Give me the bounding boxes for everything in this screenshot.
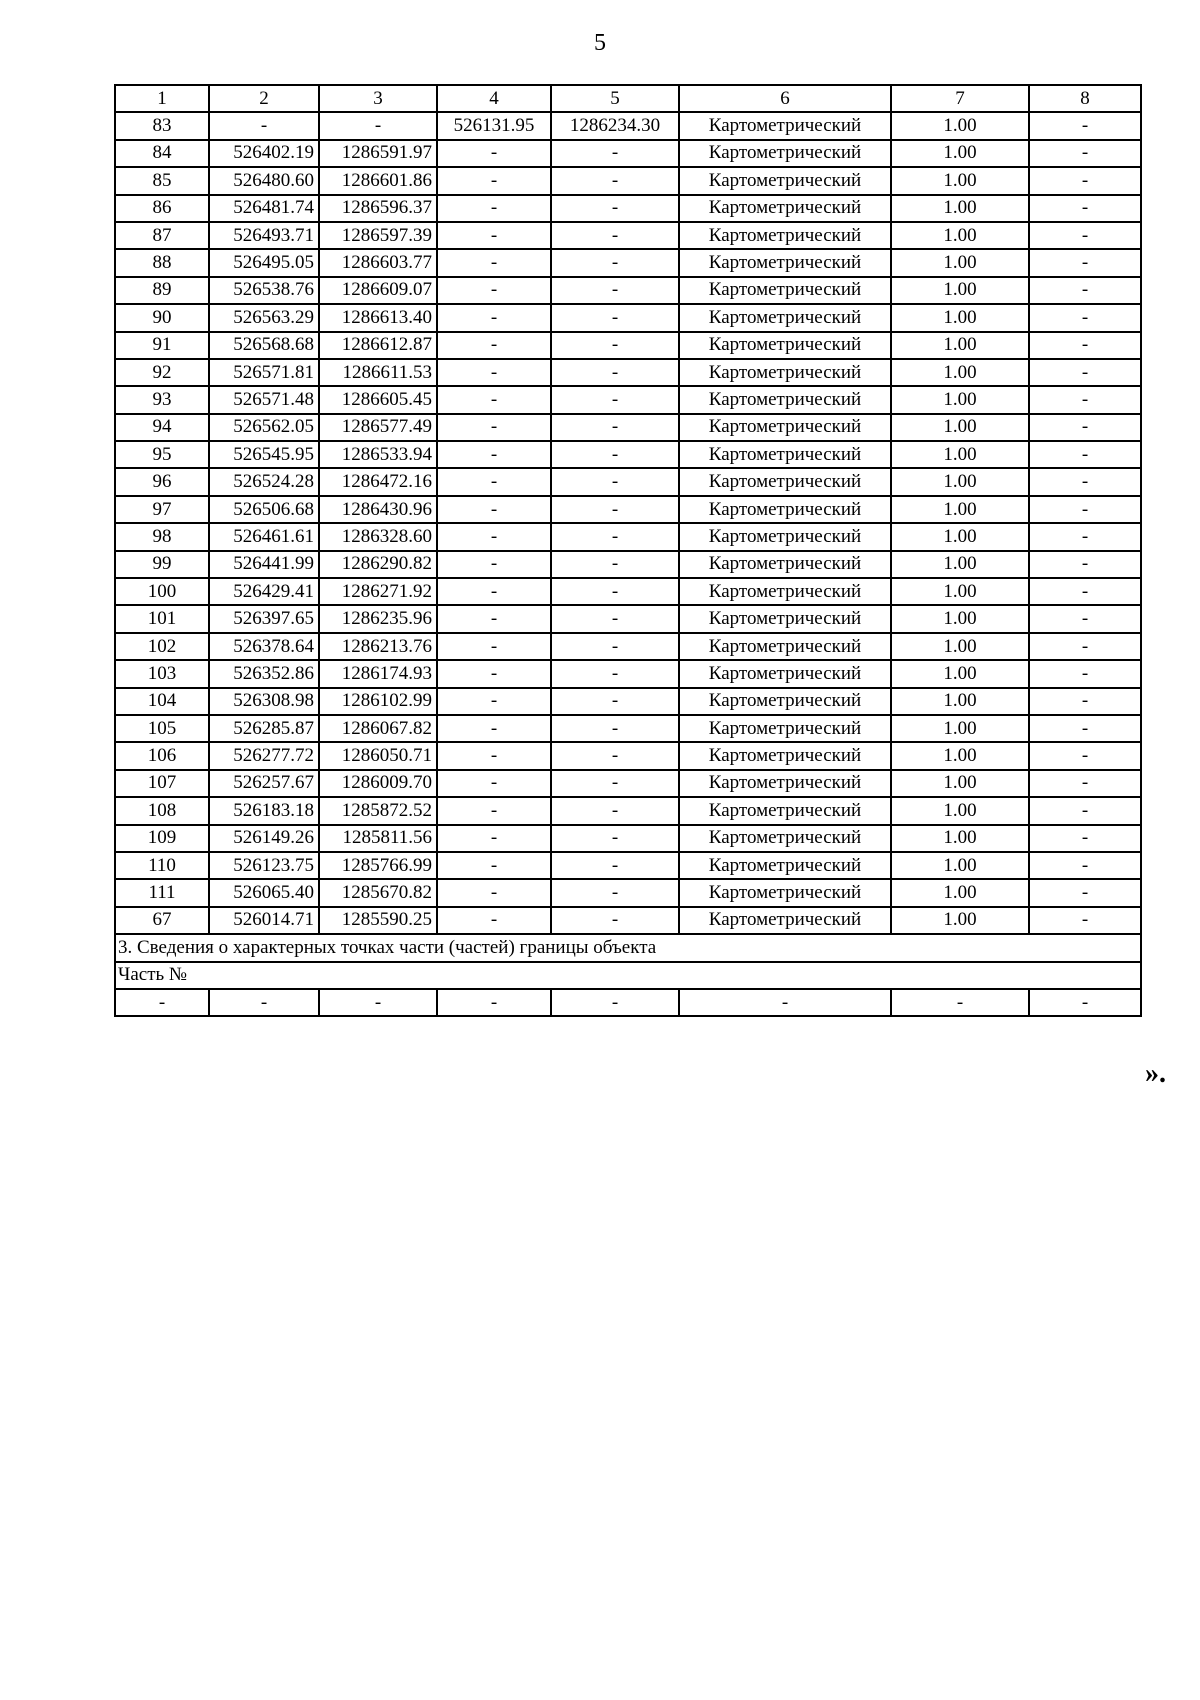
table-cell: - bbox=[1029, 414, 1141, 441]
table-cell: 1 bbox=[115, 85, 209, 112]
table-cell: 1286591.97 bbox=[319, 140, 437, 167]
table-cell: 526378.64 bbox=[209, 633, 319, 660]
table-cell: 1.00 bbox=[891, 167, 1029, 194]
table-cell: 1.00 bbox=[891, 249, 1029, 276]
table-row bbox=[115, 742, 1141, 769]
table-cell: 3 bbox=[319, 85, 437, 112]
table-cell: - bbox=[551, 852, 679, 879]
table-cell: 1.00 bbox=[891, 715, 1029, 742]
table-cell: 97 bbox=[115, 496, 209, 523]
table-cell: - bbox=[437, 578, 551, 605]
table-cell: - bbox=[551, 523, 679, 550]
table-cell: 1286609.07 bbox=[319, 277, 437, 304]
table-cell: 1286213.76 bbox=[319, 633, 437, 660]
table-cell: 526131.95 bbox=[437, 112, 551, 139]
table-cell: - bbox=[437, 441, 551, 468]
table-cell: 110 bbox=[115, 852, 209, 879]
table-cell: - bbox=[551, 660, 679, 687]
table-cell: 1286605.45 bbox=[319, 386, 437, 413]
table-row bbox=[115, 852, 1141, 879]
table-cell: Картометрический bbox=[679, 907, 891, 934]
table-cell: 88 bbox=[115, 249, 209, 276]
table-cell: 1286271.92 bbox=[319, 578, 437, 605]
table-cell: - bbox=[1029, 112, 1141, 139]
table-cell: 102 bbox=[115, 633, 209, 660]
table-row bbox=[115, 551, 1141, 578]
table-cell: - bbox=[1029, 742, 1141, 769]
table-cell: 103 bbox=[115, 660, 209, 687]
table-cell: 526352.86 bbox=[209, 660, 319, 687]
table-row bbox=[115, 633, 1141, 660]
table-cell: - bbox=[1029, 523, 1141, 550]
table-cell: - bbox=[437, 359, 551, 386]
table-row bbox=[115, 414, 1141, 441]
table-cell: Картометрический bbox=[679, 715, 891, 742]
table-cell: Картометрический bbox=[679, 852, 891, 879]
table-cell: - bbox=[437, 551, 551, 578]
table-cell: 83 bbox=[115, 112, 209, 139]
table-cell: Картометрический bbox=[679, 441, 891, 468]
table-cell: - bbox=[437, 468, 551, 495]
table-body bbox=[115, 85, 1141, 1016]
table-cell: 526461.61 bbox=[209, 523, 319, 550]
table-row bbox=[115, 249, 1141, 276]
table-cell: 526277.72 bbox=[209, 742, 319, 769]
table-row bbox=[115, 140, 1141, 167]
table-cell: Картометрический bbox=[679, 140, 891, 167]
table-cell: 107 bbox=[115, 770, 209, 797]
table-cell: 100 bbox=[115, 578, 209, 605]
table-cell: - bbox=[437, 825, 551, 852]
table-row bbox=[115, 797, 1141, 824]
table-cell: 1286611.53 bbox=[319, 359, 437, 386]
table-cell: 1.00 bbox=[891, 688, 1029, 715]
section-title: 3. Сведения о характерных точках части (частей) границы объекта bbox=[115, 934, 1141, 961]
table-cell: - bbox=[437, 496, 551, 523]
table-cell: - bbox=[551, 688, 679, 715]
table-row bbox=[115, 195, 1141, 222]
table-cell: - bbox=[551, 249, 679, 276]
table-cell: - bbox=[437, 386, 551, 413]
table-cell: 526183.18 bbox=[209, 797, 319, 824]
coordinates-table bbox=[114, 84, 1142, 1017]
table-cell: - bbox=[437, 770, 551, 797]
table-cell: Картометрический bbox=[679, 825, 891, 852]
table-cell: - bbox=[437, 332, 551, 359]
table-cell: - bbox=[437, 715, 551, 742]
table-cell: 526562.05 bbox=[209, 414, 319, 441]
table-cell: - bbox=[551, 195, 679, 222]
table-cell: 1286009.70 bbox=[319, 770, 437, 797]
table-cell: - bbox=[1029, 167, 1141, 194]
table-cell: 5 bbox=[551, 85, 679, 112]
table-cell: - bbox=[437, 633, 551, 660]
empty-row bbox=[115, 989, 1141, 1016]
table-cell: 526123.75 bbox=[209, 852, 319, 879]
table-cell: 526571.48 bbox=[209, 386, 319, 413]
table-cell: 99 bbox=[115, 551, 209, 578]
section-row bbox=[115, 934, 1141, 961]
table-cell: 526545.95 bbox=[209, 441, 319, 468]
table-cell: - bbox=[1029, 277, 1141, 304]
table-cell: - bbox=[551, 742, 679, 769]
table-cell: 1285872.52 bbox=[319, 797, 437, 824]
table-row bbox=[115, 332, 1141, 359]
table-cell: Картометрический bbox=[679, 742, 891, 769]
table-row bbox=[115, 468, 1141, 495]
table-cell: Картометрический bbox=[679, 879, 891, 906]
table-cell: - bbox=[1029, 715, 1141, 742]
table-cell: 526441.99 bbox=[209, 551, 319, 578]
table-cell: 526571.81 bbox=[209, 359, 319, 386]
table-cell: - bbox=[209, 989, 319, 1016]
table-row bbox=[115, 825, 1141, 852]
table-cell: 1286613.40 bbox=[319, 304, 437, 331]
table-cell: 1.00 bbox=[891, 496, 1029, 523]
table-cell: Картометрический bbox=[679, 578, 891, 605]
table-cell: 109 bbox=[115, 825, 209, 852]
table-cell: 1.00 bbox=[891, 332, 1029, 359]
table-cell: Картометрический bbox=[679, 633, 891, 660]
table-cell: - bbox=[1029, 633, 1141, 660]
table-cell: Картометрический bbox=[679, 660, 891, 687]
table-cell: Картометрический bbox=[679, 551, 891, 578]
table-cell: - bbox=[1029, 605, 1141, 632]
table-cell: - bbox=[551, 414, 679, 441]
table-cell: 1286577.49 bbox=[319, 414, 437, 441]
table-cell: 1.00 bbox=[891, 277, 1029, 304]
table-row bbox=[115, 496, 1141, 523]
table-cell: - bbox=[551, 770, 679, 797]
table-row bbox=[115, 359, 1141, 386]
table-cell: - bbox=[551, 167, 679, 194]
table-cell: 1.00 bbox=[891, 852, 1029, 879]
table-cell: 1.00 bbox=[891, 605, 1029, 632]
table-cell: Картометрический bbox=[679, 304, 891, 331]
page-number: 5 bbox=[594, 30, 606, 56]
table-cell: Картометрический bbox=[679, 222, 891, 249]
table-cell: 526480.60 bbox=[209, 167, 319, 194]
table-cell: - bbox=[551, 907, 679, 934]
table-cell: Картометрический bbox=[679, 167, 891, 194]
table-cell: - bbox=[551, 578, 679, 605]
table-cell: 526493.71 bbox=[209, 222, 319, 249]
table-cell: - bbox=[437, 797, 551, 824]
table-cell: - bbox=[437, 222, 551, 249]
table-cell: 106 bbox=[115, 742, 209, 769]
table-cell: - bbox=[679, 989, 891, 1016]
table-row bbox=[115, 277, 1141, 304]
table-cell: - bbox=[1029, 140, 1141, 167]
table-cell: 108 bbox=[115, 797, 209, 824]
table-cell: 526481.74 bbox=[209, 195, 319, 222]
table-cell: - bbox=[1029, 852, 1141, 879]
table-cell: 95 bbox=[115, 441, 209, 468]
table-cell: 98 bbox=[115, 523, 209, 550]
table-cell: - bbox=[891, 989, 1029, 1016]
table-cell: - bbox=[551, 879, 679, 906]
table-cell: 526506.68 bbox=[209, 496, 319, 523]
table-cell: 1286612.87 bbox=[319, 332, 437, 359]
table-row bbox=[115, 605, 1141, 632]
table-cell: 1286430.96 bbox=[319, 496, 437, 523]
table-cell: 526402.19 bbox=[209, 140, 319, 167]
table-cell: 1.00 bbox=[891, 770, 1029, 797]
table-cell: 1286601.86 bbox=[319, 167, 437, 194]
table-row bbox=[115, 770, 1141, 797]
table-cell: - bbox=[437, 523, 551, 550]
table-cell: 1.00 bbox=[891, 660, 1029, 687]
table-cell: 1286290.82 bbox=[319, 551, 437, 578]
table-cell: - bbox=[437, 852, 551, 879]
part-row bbox=[115, 962, 1141, 989]
table-cell: 526429.41 bbox=[209, 578, 319, 605]
table-cell: Картометрический bbox=[679, 359, 891, 386]
table-cell: - bbox=[551, 989, 679, 1016]
table-cell: - bbox=[551, 551, 679, 578]
table-cell: - bbox=[437, 167, 551, 194]
table-cell: - bbox=[115, 989, 209, 1016]
table-cell: 1.00 bbox=[891, 825, 1029, 852]
table-cell: - bbox=[437, 742, 551, 769]
table-cell: 1286234.30 bbox=[551, 112, 679, 139]
table-cell: 526495.05 bbox=[209, 249, 319, 276]
table-cell: - bbox=[551, 222, 679, 249]
table-cell: - bbox=[551, 441, 679, 468]
table-cell: 1286596.37 bbox=[319, 195, 437, 222]
table-cell: 1.00 bbox=[891, 551, 1029, 578]
table-row bbox=[115, 304, 1141, 331]
table-cell: - bbox=[1029, 907, 1141, 934]
table-cell: 87 bbox=[115, 222, 209, 249]
table-cell: 1.00 bbox=[891, 386, 1029, 413]
table-cell: 1286050.71 bbox=[319, 742, 437, 769]
table-cell: 1.00 bbox=[891, 742, 1029, 769]
table-cell: 89 bbox=[115, 277, 209, 304]
table-cell: 111 bbox=[115, 879, 209, 906]
table-cell: 1.00 bbox=[891, 441, 1029, 468]
table-cell: - bbox=[1029, 551, 1141, 578]
table-row bbox=[115, 167, 1141, 194]
table-cell: 90 bbox=[115, 304, 209, 331]
table-row bbox=[115, 688, 1141, 715]
table-cell: - bbox=[1029, 441, 1141, 468]
table-row bbox=[115, 222, 1141, 249]
table-cell: Картометрический bbox=[679, 797, 891, 824]
table-header-row bbox=[115, 85, 1141, 112]
table-cell: Картометрический bbox=[679, 605, 891, 632]
table-cell: 1286174.93 bbox=[319, 660, 437, 687]
table-cell: - bbox=[551, 633, 679, 660]
table-cell: - bbox=[437, 879, 551, 906]
table-cell: - bbox=[551, 359, 679, 386]
table-cell: 86 bbox=[115, 195, 209, 222]
table-cell: - bbox=[551, 715, 679, 742]
table-cell: 1.00 bbox=[891, 222, 1029, 249]
table-cell: - bbox=[551, 386, 679, 413]
table-cell: 526149.26 bbox=[209, 825, 319, 852]
table-cell: 526568.68 bbox=[209, 332, 319, 359]
table-cell: - bbox=[437, 195, 551, 222]
table-cell: 1.00 bbox=[891, 879, 1029, 906]
closing-quote-mark: ». bbox=[1145, 1058, 1166, 1089]
table-cell: - bbox=[551, 277, 679, 304]
table-cell: Картометрический bbox=[679, 249, 891, 276]
table-cell: - bbox=[551, 304, 679, 331]
table-cell: - bbox=[551, 496, 679, 523]
table-cell: - bbox=[1029, 195, 1141, 222]
table-cell: - bbox=[437, 414, 551, 441]
table-cell: - bbox=[1029, 797, 1141, 824]
table-cell: - bbox=[437, 688, 551, 715]
table-cell: 7 bbox=[891, 85, 1029, 112]
table-row bbox=[115, 523, 1141, 550]
table-cell: - bbox=[437, 907, 551, 934]
table-cell: 526563.29 bbox=[209, 304, 319, 331]
table-cell: Картометрический bbox=[679, 112, 891, 139]
table-row bbox=[115, 112, 1141, 139]
table-cell: Картометрический bbox=[679, 468, 891, 495]
table-cell: 1285811.56 bbox=[319, 825, 437, 852]
table-cell: - bbox=[437, 304, 551, 331]
table-cell: Картометрический bbox=[679, 195, 891, 222]
table-cell: 1286328.60 bbox=[319, 523, 437, 550]
table-cell: 1285766.99 bbox=[319, 852, 437, 879]
table-cell: - bbox=[1029, 359, 1141, 386]
table-cell: Картометрический bbox=[679, 496, 891, 523]
table-cell: - bbox=[551, 332, 679, 359]
table-cell: - bbox=[1029, 578, 1141, 605]
table-cell: 526308.98 bbox=[209, 688, 319, 715]
table-row bbox=[115, 907, 1141, 934]
table-cell: 1286102.99 bbox=[319, 688, 437, 715]
table-cell: Картометрический bbox=[679, 386, 891, 413]
table-cell: 84 bbox=[115, 140, 209, 167]
table-cell: - bbox=[1029, 825, 1141, 852]
table-cell: 1286533.94 bbox=[319, 441, 437, 468]
table-row bbox=[115, 386, 1141, 413]
table-cell: 104 bbox=[115, 688, 209, 715]
table-cell: Картометрический bbox=[679, 770, 891, 797]
table-cell: 1285590.25 bbox=[319, 907, 437, 934]
table-cell: - bbox=[1029, 332, 1141, 359]
table-cell: - bbox=[1029, 222, 1141, 249]
table-cell: 1.00 bbox=[891, 414, 1029, 441]
table-cell: Картометрический bbox=[679, 414, 891, 441]
table-cell: 526524.28 bbox=[209, 468, 319, 495]
table-cell: 85 bbox=[115, 167, 209, 194]
table-cell: 92 bbox=[115, 359, 209, 386]
table-cell: - bbox=[551, 605, 679, 632]
table-cell: 526014.71 bbox=[209, 907, 319, 934]
table-row bbox=[115, 578, 1141, 605]
table-cell: - bbox=[1029, 468, 1141, 495]
table-cell: 105 bbox=[115, 715, 209, 742]
table-cell: 526257.67 bbox=[209, 770, 319, 797]
table-cell: 1.00 bbox=[891, 195, 1029, 222]
table-row bbox=[115, 660, 1141, 687]
table-cell: 1285670.82 bbox=[319, 879, 437, 906]
table-cell: - bbox=[437, 277, 551, 304]
table-cell: - bbox=[1029, 496, 1141, 523]
table-cell: 1286235.96 bbox=[319, 605, 437, 632]
table-cell: 1286597.39 bbox=[319, 222, 437, 249]
table-cell: - bbox=[1029, 989, 1141, 1016]
table-cell: Картометрический bbox=[679, 332, 891, 359]
table-cell: - bbox=[1029, 249, 1141, 276]
table-cell: - bbox=[1029, 879, 1141, 906]
table-cell: - bbox=[551, 468, 679, 495]
table-cell: - bbox=[437, 989, 551, 1016]
table-cell: 94 bbox=[115, 414, 209, 441]
table-cell: 1.00 bbox=[891, 633, 1029, 660]
table-cell: 67 bbox=[115, 907, 209, 934]
table-cell: 91 bbox=[115, 332, 209, 359]
table-cell: 96 bbox=[115, 468, 209, 495]
table-cell: 4 bbox=[437, 85, 551, 112]
table-cell: - bbox=[1029, 304, 1141, 331]
table-cell: 2 bbox=[209, 85, 319, 112]
table-row bbox=[115, 441, 1141, 468]
table-cell: - bbox=[437, 249, 551, 276]
table-cell: 526538.76 bbox=[209, 277, 319, 304]
table-cell: - bbox=[319, 989, 437, 1016]
table-cell: 526285.87 bbox=[209, 715, 319, 742]
table-cell: - bbox=[319, 112, 437, 139]
table-cell: - bbox=[1029, 660, 1141, 687]
part-label: Часть № bbox=[115, 962, 1141, 989]
table-cell: 1286472.16 bbox=[319, 468, 437, 495]
table-cell: - bbox=[1029, 688, 1141, 715]
table-cell: - bbox=[437, 660, 551, 687]
table-cell: - bbox=[437, 605, 551, 632]
table-cell: 526397.65 bbox=[209, 605, 319, 632]
table-cell: 1.00 bbox=[891, 907, 1029, 934]
table-cell: 1286067.82 bbox=[319, 715, 437, 742]
table-cell: 101 bbox=[115, 605, 209, 632]
table-cell: Картометрический bbox=[679, 277, 891, 304]
table-cell: 1.00 bbox=[891, 359, 1029, 386]
table-cell: 1.00 bbox=[891, 468, 1029, 495]
table-cell: - bbox=[437, 140, 551, 167]
table-cell: 1286603.77 bbox=[319, 249, 437, 276]
table-cell: 1.00 bbox=[891, 797, 1029, 824]
table-row bbox=[115, 879, 1141, 906]
table-cell: - bbox=[1029, 770, 1141, 797]
table-cell: 1.00 bbox=[891, 140, 1029, 167]
table-cell: - bbox=[209, 112, 319, 139]
table-cell: 1.00 bbox=[891, 578, 1029, 605]
table-cell: 93 bbox=[115, 386, 209, 413]
table-cell: 1.00 bbox=[891, 112, 1029, 139]
table-row bbox=[115, 715, 1141, 742]
table-cell: 6 bbox=[679, 85, 891, 112]
table-cell: Картометрический bbox=[679, 523, 891, 550]
table-cell: 1.00 bbox=[891, 304, 1029, 331]
table-cell: - bbox=[1029, 386, 1141, 413]
table-cell: - bbox=[551, 140, 679, 167]
table-cell: 526065.40 bbox=[209, 879, 319, 906]
table-cell: - bbox=[551, 797, 679, 824]
table-cell: 8 bbox=[1029, 85, 1141, 112]
table-cell: 1.00 bbox=[891, 523, 1029, 550]
table-cell: Картометрический bbox=[679, 688, 891, 715]
table-cell: - bbox=[551, 825, 679, 852]
